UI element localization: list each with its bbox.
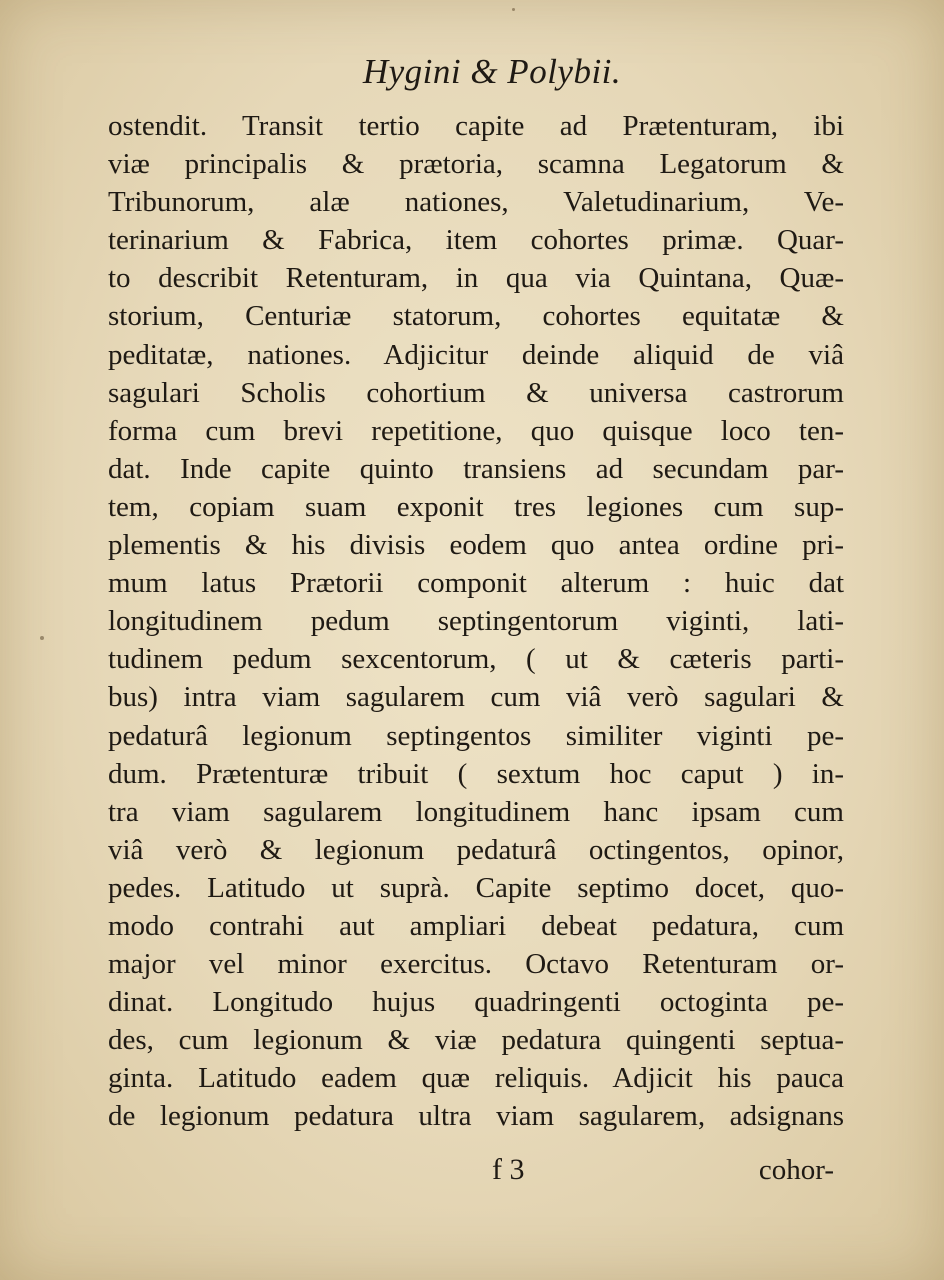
text-line: mum latus Prætorii componit alterum : huic dat xyxy=(108,567,844,600)
text-line: viâ verò & legionum pedaturâ octingentos, opinor, xyxy=(108,833,844,866)
text-line: longitudinem pedum septingentorum viginti, lati- xyxy=(108,605,844,638)
text-line: dum. Prætenturæ tribuit ( sextum hoc caput ) in- xyxy=(108,757,844,790)
text-line: modo contrahi aut ampliari debeat pedatura, cum xyxy=(108,909,844,942)
text-line: tra viam sagularem longitudinem hanc ipsam cum xyxy=(108,795,844,828)
text-line: dinat. Longitudo hujus quadringenti octoginta pe- xyxy=(108,986,844,1019)
text-line: forma cum brevi repetitione, quo quisque loco ten- xyxy=(108,414,844,447)
text-line: viæ principalis & prætoria, scamna Legatorum & xyxy=(108,148,844,181)
text-line: sagulari Scholis cohortium & universa castrorum xyxy=(108,376,844,409)
catchword: cohor- xyxy=(758,1154,834,1186)
text-line: major vel minor exercitus. Octavo Retenturam or- xyxy=(108,948,844,981)
ink-speck xyxy=(40,636,44,640)
text-line: de legionum pedatura ultra viam sagularem, adsignans xyxy=(108,1100,844,1133)
text-line: ginta. Latitudo eadem quæ reliquis. Adjicit his pauca xyxy=(108,1062,844,1095)
running-head-title: Hygini & Polybii. xyxy=(362,52,622,91)
text-line: des, cum legionum & viæ pedatura quingenti septua- xyxy=(108,1024,844,1057)
text-line: tudinem pedum sexcentorum, ( ut & cæteris parti- xyxy=(108,643,844,676)
text-line: dat. Inde capite quinto transiens ad secundam par- xyxy=(108,452,844,485)
text-line: plementis & his divisis eodem quo antea ordine pri- xyxy=(108,529,844,562)
text-line: bus) intra viam sagularem cum viâ verò sagulari & xyxy=(108,681,844,714)
text-line: terinarium & Fabrica, item cohortes primæ. Quar- xyxy=(108,224,844,257)
text-line: to describit Retenturam, in qua via Quintana, Quæ- xyxy=(108,262,844,295)
text-line: pedaturâ legionum septingentos similiter viginti pe- xyxy=(108,719,844,752)
signature-mark: f 3 xyxy=(492,1153,525,1186)
text-line: ostendit. Transit tertio capite ad Prætenturam, ibi xyxy=(108,110,844,142)
page-footer xyxy=(108,1148,844,1192)
ink-speck xyxy=(512,8,515,11)
running-head xyxy=(0,50,944,94)
text-line: pedes. Latitudo ut suprà. Capite septimo docet, quo- xyxy=(108,871,844,904)
body-text xyxy=(108,107,844,1136)
text-line: Tribunorum, alæ nationes, Valetudinarium, Ve- xyxy=(108,186,844,219)
text-line: storium, Centuriæ statorum, cohortes equitatæ & xyxy=(108,300,844,333)
text-line: tem, copiam suam exponit tres legiones cum sup- xyxy=(108,490,844,523)
text-line: peditatæ, nationes. Adjicitur deinde aliquid de viâ xyxy=(108,338,844,371)
